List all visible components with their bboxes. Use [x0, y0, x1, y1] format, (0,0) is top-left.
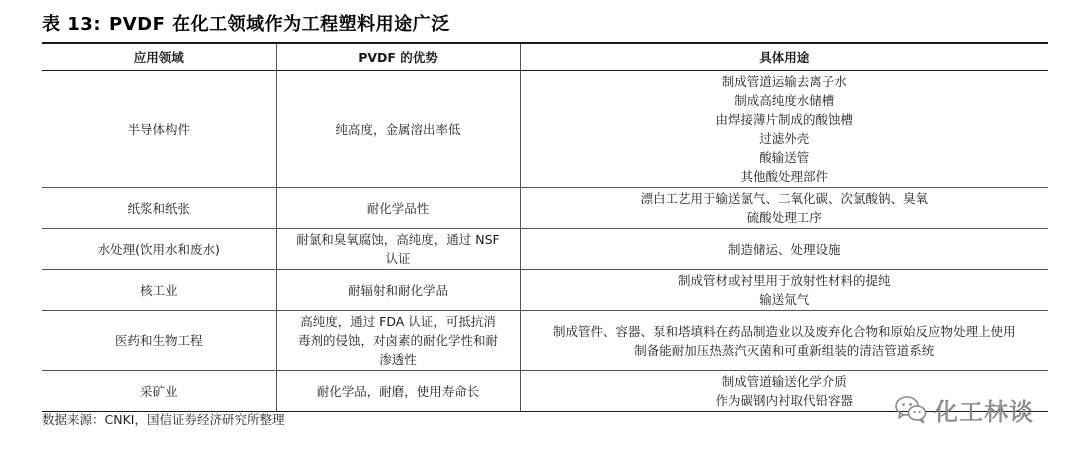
advantage-cell — [276, 311, 520, 371]
uses-cell — [520, 270, 1048, 311]
advantage-line: 认证 — [385, 251, 411, 266]
header-advantage: PVDF 的优势 — [276, 44, 520, 71]
table-number: 表 13: — [42, 14, 102, 35]
uses-cell — [520, 229, 1048, 270]
use-line: 制备能耐加压热蒸汽灭菌和可重新组装的清洁管道系统 — [634, 342, 935, 358]
advantage-line: 毒剂的侵蚀，对卤素的耐化学性和耐 — [297, 333, 498, 348]
header-field: 应用领域 — [42, 44, 276, 71]
field-cell: 核工业 — [42, 270, 276, 311]
data-source-note: 数据来源：CNKI，国信证券经济研究所整理 — [42, 412, 285, 427]
table-title-text: PVDF 在化工领域作为工程塑料用途广泛 — [109, 14, 450, 35]
advantage-cell — [276, 188, 520, 229]
use-line: 由焊接薄片制成的酸蚀槽 — [715, 112, 853, 127]
field-cell: 纸浆和纸张 — [42, 188, 276, 229]
field-cell: 半导体构件 — [42, 71, 276, 188]
advantage-line: 高纯度，通过 FDA 认证，可抵抗消 — [300, 314, 496, 329]
table-row — [42, 229, 1048, 270]
use-line: 过滤外壳 — [759, 131, 810, 146]
header-row — [42, 44, 1048, 71]
use-line: 输送氚气 — [759, 292, 810, 307]
use-line: 制成管材或衬里用于放射性材料的提纯 — [677, 273, 891, 288]
advantage-line: 耐氯和臭氧腐蚀，高纯度，通过 NSF — [296, 232, 500, 247]
uses-cell — [520, 311, 1048, 371]
header-uses: 具体用途 — [520, 44, 1048, 71]
watermark — [894, 392, 1034, 426]
table-title — [42, 10, 450, 36]
advantage-cell — [276, 229, 520, 270]
table-row — [42, 71, 1048, 188]
use-line: 硫酸处理工序 — [746, 210, 822, 225]
advantage-cell — [276, 371, 520, 412]
table-row — [42, 188, 1048, 229]
uses-cell — [520, 71, 1048, 188]
advantage-cell — [276, 71, 520, 188]
advantage-line: 渗透性 — [379, 352, 417, 367]
watermark-text: 化工林谈 — [934, 397, 1034, 426]
wechat-icon — [894, 394, 928, 424]
field-cell: 医药和生物工程 — [42, 311, 276, 371]
field-cell: 采矿业 — [42, 371, 276, 412]
advantage-cell — [276, 270, 520, 311]
use-line: 其他酸处理部件 — [740, 169, 828, 184]
use-line: 作为碳钢内衬取代铅容器 — [715, 393, 853, 408]
advantage-line: 耐化学品，耐磨，使用寿命长 — [316, 383, 480, 399]
use-line: 制成管件、容器、泵和塔填料在药品制造业以及废弃化合物和原始反应物处理上使用 — [552, 323, 1016, 339]
advantage-line: 耐化学品性 — [366, 200, 430, 216]
advantage-line: 纯高度，金属溶出率低 — [335, 121, 461, 137]
use-line: 制造储运、处理设施 — [727, 241, 841, 257]
use-line: 制成管道输送化学介质 — [721, 374, 847, 389]
use-line: 漂白工艺用于输送氯气、二氧化碳、次氯酸钠、臭氧 — [640, 191, 928, 206]
use-line: 酸输送管 — [759, 150, 810, 165]
table-row — [42, 311, 1048, 371]
field-cell: 水处理(饮用水和废水) — [42, 229, 276, 270]
advantage-line: 耐辐射和耐化学品 — [347, 282, 448, 298]
use-line: 制成高纯度水储槽 — [734, 93, 835, 108]
use-line: 制成管道运输去离子水 — [721, 74, 847, 89]
uses-cell — [520, 188, 1048, 229]
table-row — [42, 270, 1048, 311]
application-table — [42, 44, 1048, 412]
